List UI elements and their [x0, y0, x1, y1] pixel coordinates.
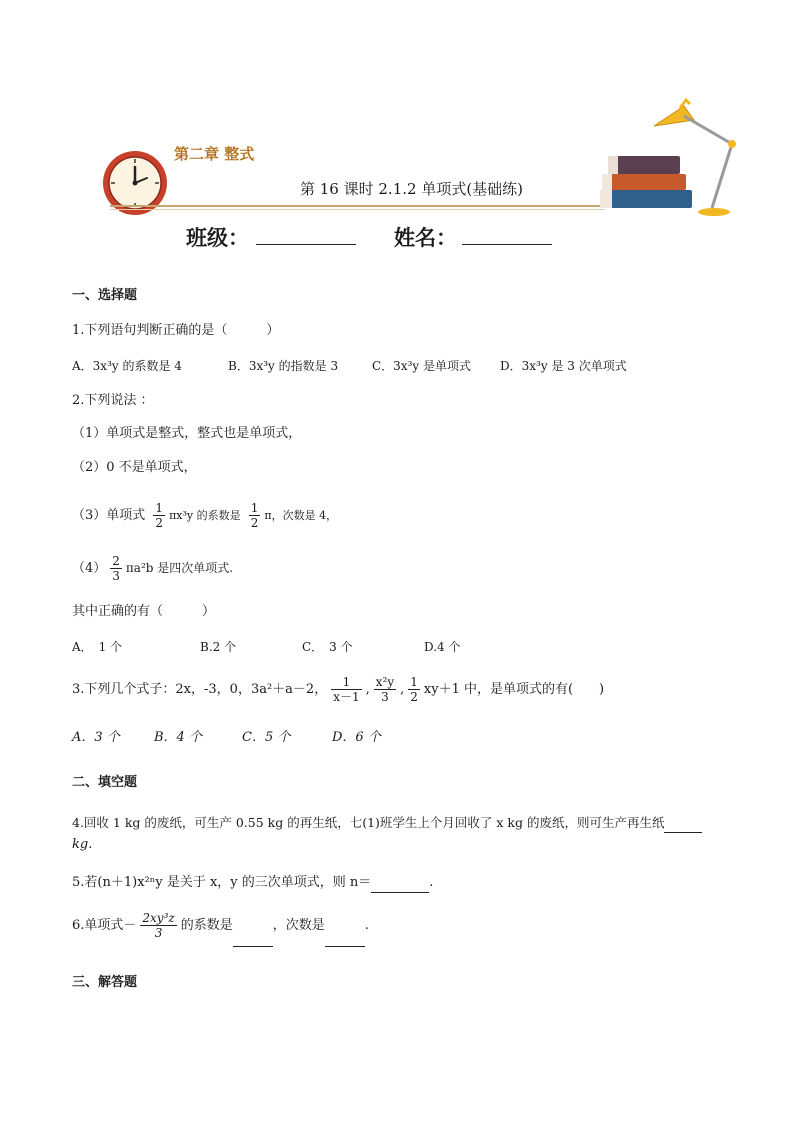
q3-fraction-1: $\frac{1}{x-1}$ — [333, 675, 360, 704]
q2-statement-1: （1）单项式是整式，整式也是单项式， — [72, 426, 302, 441]
q3-stem-pre: 3.下列几个式子：2x，-3，0，3a²＋a－2， — [72, 682, 328, 697]
q6-line — [72, 906, 369, 947]
q2-statement-3 — [72, 496, 337, 536]
q4-answer-blank[interactable] — [664, 814, 702, 833]
q3-option-a: A．3 个 — [72, 730, 120, 745]
q5-answer-blank[interactable] — [371, 874, 429, 893]
header-rule-thin — [110, 209, 605, 210]
q4-text: 4.回收 1 kg 的废纸，可生产 0.55 kg 的再生纸，七(1)班学生上个月回收了 x kg 的废纸，则可生产再生纸 — [72, 815, 665, 830]
q4-unit: kg. — [72, 837, 93, 852]
q3-option-c: C．5 个 — [242, 730, 291, 745]
q2-s3-end: π，次数是 4， — [264, 509, 338, 522]
q1-option-a: A．3x³y 的系数是 4 — [72, 359, 182, 373]
class-blank[interactable] — [256, 244, 356, 245]
q2-s3-fraction-1: $\frac{1}{2}$ — [155, 501, 164, 530]
name-blank[interactable] — [462, 244, 552, 245]
q1-stem: 1.下列语句判断正确的是（ ） — [72, 323, 280, 338]
q3-option-d: D．6 个 — [332, 730, 381, 745]
clock-icon — [100, 148, 170, 218]
q1-option-d: D．3x³y 是 3 次单项式 — [500, 359, 627, 373]
q2-statement-4 — [72, 548, 233, 589]
name-label: 姓名： — [394, 226, 457, 250]
chapter-title: 第二章 整式 — [174, 145, 255, 163]
q2-stem: 2.下列说法 ： — [72, 393, 154, 408]
q4-line-1 — [72, 814, 702, 833]
q6-degree-blank[interactable] — [325, 906, 365, 947]
class-label: 班级： — [186, 226, 249, 250]
q6-pre: 6.单项式－ — [72, 918, 137, 933]
q2-which: 其中正确的有（ ） — [72, 604, 216, 619]
q3-option-b: B．4 个 — [154, 730, 202, 745]
q6-mid: 的系数是 — [180, 918, 233, 933]
q6-mid2: ，次数是 — [272, 918, 325, 933]
q3-stem-end: xy＋1 中，是单项式的有( ) — [423, 682, 605, 697]
q5-text: 5.若(n＋1)x²ⁿy 是关于 x，y 的三次单项式，则 n＝ — [72, 875, 372, 890]
section-answer: 三、解答题 — [72, 975, 138, 990]
q2-statement-2: （2）0 不是单项式， — [72, 460, 197, 475]
q6-end: . — [364, 918, 369, 933]
q2-option-c: C． 3 个 — [302, 640, 353, 654]
section-choice: 一、选择题 — [72, 288, 138, 303]
lesson-title: 第 16 课时 2.1.2 单项式(基础练) — [300, 180, 524, 198]
q3-stem: 3.下列几个式子：2x，-3，0，3a²＋a－2， $\frac{1}{x-1}$ , $\frac{\text{x²y}}{3}$ , $\frac{1}{2}$ xy＋1 中，是单项式的有( ) — [72, 675, 605, 704]
q2-s4-pre: （4） — [72, 561, 107, 576]
section-fill: 二、填空题 — [72, 775, 138, 790]
q5-line — [72, 874, 433, 893]
q1-option-c: C．3x³y 是单项式 — [372, 359, 471, 373]
q2-option-d: D.4 个 — [424, 640, 461, 654]
q2-s4-fraction: $\frac{2}{3}$ — [112, 554, 120, 583]
q2-option-a: A． 1 个 — [72, 640, 123, 654]
q3-fraction-3: $\frac{1}{2}$ — [410, 675, 418, 704]
q2-option-b: B.2 个 — [200, 640, 237, 654]
books-lamp-icon — [596, 96, 746, 221]
q2-s3-pre: （3）单项式 — [72, 508, 146, 523]
q2-s3-fraction-2: $\frac{1}{2}$ — [250, 501, 259, 530]
header-rule — [110, 205, 605, 207]
q1-option-b: B．3x³y 的指数是 3 — [228, 359, 339, 373]
q2-s3-mid: πx³y 的系数是 — [169, 509, 241, 522]
q3-fraction-2: $\frac{\text{x²y}}{3}$ — [375, 675, 395, 704]
q6-fraction: $\frac{\text{2xy³z}}{3}$ — [142, 911, 175, 940]
q2-s4-end: πa²b 是四次单项式. — [125, 561, 234, 575]
q5-end: . — [429, 875, 434, 890]
q6-coefficient-blank[interactable] — [233, 906, 273, 947]
